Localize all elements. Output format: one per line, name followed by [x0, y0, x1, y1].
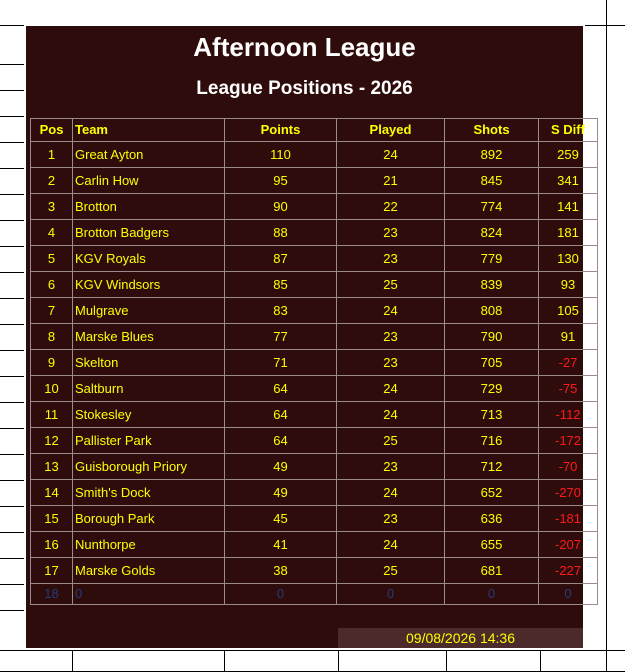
played-cell: 24 — [337, 532, 445, 558]
points-cell: 87 — [225, 246, 337, 272]
pos-cell: 17 — [31, 558, 73, 584]
points-cell: 85 — [225, 272, 337, 298]
sdiff-cell: -270 — [539, 480, 598, 506]
played-cell: 23 — [337, 506, 445, 532]
points-cell: 110 — [225, 142, 337, 168]
header-row — [31, 119, 598, 142]
header-points: Points — [225, 119, 337, 142]
table-row — [31, 220, 598, 246]
table-row — [31, 272, 598, 298]
points-cell: 38 — [225, 558, 337, 584]
team-cell: Mulgrave — [73, 298, 225, 324]
pos-cell: 3 — [31, 194, 73, 220]
team-cell: KGV Royals — [73, 246, 225, 272]
sdiff-cell: -207 — [539, 532, 598, 558]
played-cell: 23 — [337, 350, 445, 376]
table-row — [31, 532, 598, 558]
shots-cell: 729 — [445, 376, 539, 402]
shots-cell: 655 — [445, 532, 539, 558]
pos-cell: 14 — [31, 480, 73, 506]
team-cell: Skelton — [73, 350, 225, 376]
table-row — [31, 480, 598, 506]
team-cell: Pallister Park — [73, 428, 225, 454]
points-cell: 64 — [225, 428, 337, 454]
league-panel — [26, 26, 583, 648]
shots-cell: 779 — [445, 246, 539, 272]
table-row — [31, 324, 598, 350]
sdiff-cell: 259 — [539, 142, 598, 168]
points-cell: 83 — [225, 298, 337, 324]
header-played: Played — [337, 119, 445, 142]
played-cell: 25 — [337, 428, 445, 454]
points-cell: 41 — [225, 532, 337, 558]
team-cell: Smith's Dock — [73, 480, 225, 506]
shots-cell: 790 — [445, 324, 539, 350]
table-row — [31, 558, 598, 584]
points-cell: 49 — [225, 480, 337, 506]
pos-cell: 18 — [31, 584, 73, 605]
team-cell: Marske Golds — [73, 558, 225, 584]
shots-cell: 824 — [445, 220, 539, 246]
shots-cell: 892 — [445, 142, 539, 168]
shots-cell: 845 — [445, 168, 539, 194]
shots-cell: 713 — [445, 402, 539, 428]
sdiff-cell: 141 — [539, 194, 598, 220]
table-row — [31, 454, 598, 480]
pos-cell: 5 — [31, 246, 73, 272]
played-cell: 23 — [337, 220, 445, 246]
points-cell: 90 — [225, 194, 337, 220]
table-row — [31, 350, 598, 376]
pos-cell: 13 — [31, 454, 73, 480]
points-cell: 45 — [225, 506, 337, 532]
sdiff-cell: -172 — [539, 428, 598, 454]
header-pos: Pos — [31, 119, 73, 142]
played-cell: 23 — [337, 454, 445, 480]
played-cell: 21 — [337, 168, 445, 194]
pos-cell: 16 — [31, 532, 73, 558]
played-cell: 24 — [337, 142, 445, 168]
pos-cell: 4 — [31, 220, 73, 246]
pos-cell: 12 — [31, 428, 73, 454]
league-subtitle: League Positions - 2026 — [196, 78, 413, 99]
played-cell: 25 — [337, 558, 445, 584]
played-cell: 22 — [337, 194, 445, 220]
team-cell: Great Ayton — [73, 142, 225, 168]
played-cell: 25 — [337, 272, 445, 298]
header-sdiff: S Diff — [539, 119, 598, 142]
team-cell: Brotton Badgers — [73, 220, 225, 246]
points-cell: 95 — [225, 168, 337, 194]
header-team: Team — [73, 119, 225, 142]
sdiff-cell: 91 — [539, 324, 598, 350]
points-cell: 64 — [225, 402, 337, 428]
pos-cell: 8 — [31, 324, 73, 350]
points-cell: 0 — [225, 584, 337, 605]
team-cell: Brotton — [73, 194, 225, 220]
sdiff-cell: -112 — [539, 402, 598, 428]
pos-cell: 10 — [31, 376, 73, 402]
table-row — [31, 376, 598, 402]
played-cell: 24 — [337, 480, 445, 506]
points-cell: 71 — [225, 350, 337, 376]
standings-table — [30, 118, 598, 605]
sdiff-cell: -181 — [539, 506, 598, 532]
played-cell: 24 — [337, 376, 445, 402]
header-shots: Shots — [445, 119, 539, 142]
points-cell: 64 — [225, 376, 337, 402]
shots-cell: 681 — [445, 558, 539, 584]
table-row — [31, 506, 598, 532]
shots-cell: 774 — [445, 194, 539, 220]
table-row — [31, 428, 598, 454]
team-cell: Carlin How — [73, 168, 225, 194]
table-row — [31, 298, 598, 324]
sdiff-cell: 181 — [539, 220, 598, 246]
shots-cell: 0 — [445, 584, 539, 605]
pos-cell: 9 — [31, 350, 73, 376]
pos-cell: 15 — [31, 506, 73, 532]
table-row — [31, 402, 598, 428]
team-cell: Nunthorpe — [73, 532, 225, 558]
played-cell: 24 — [337, 298, 445, 324]
shots-cell: 716 — [445, 428, 539, 454]
team-cell: Guisborough Priory — [73, 454, 225, 480]
team-cell: 0 — [73, 584, 225, 605]
sdiff-cell: 341 — [539, 168, 598, 194]
shots-cell: 808 — [445, 298, 539, 324]
timestamp: 09/08/2026 14:36 — [338, 628, 583, 648]
table-row — [31, 194, 598, 220]
team-cell: Saltburn — [73, 376, 225, 402]
played-cell: 0 — [337, 584, 445, 605]
team-cell: Borough Park — [73, 506, 225, 532]
sdiff-cell: 130 — [539, 246, 598, 272]
table-row — [31, 246, 598, 272]
sdiff-cell: 105 — [539, 298, 598, 324]
table-row — [31, 168, 598, 194]
shots-cell: 652 — [445, 480, 539, 506]
points-cell: 49 — [225, 454, 337, 480]
shots-cell: 705 — [445, 350, 539, 376]
pos-cell: 1 — [31, 142, 73, 168]
team-cell: Marske Blues — [73, 324, 225, 350]
team-cell: Stokesley — [73, 402, 225, 428]
table-row-empty — [31, 584, 598, 605]
pos-cell: 2 — [31, 168, 73, 194]
team-cell: KGV Windsors — [73, 272, 225, 298]
sdiff-cell: 0 — [539, 584, 598, 605]
sdiff-cell: -27 — [539, 350, 598, 376]
played-cell: 23 — [337, 324, 445, 350]
shots-cell: 839 — [445, 272, 539, 298]
played-cell: 24 — [337, 402, 445, 428]
sdiff-cell: -70 — [539, 454, 598, 480]
sdiff-cell: -75 — [539, 376, 598, 402]
points-cell: 88 — [225, 220, 337, 246]
pos-cell: 11 — [31, 402, 73, 428]
shots-cell: 636 — [445, 506, 539, 532]
sdiff-cell: 93 — [539, 272, 598, 298]
pos-cell: 7 — [31, 298, 73, 324]
league-title: Afternoon League — [193, 32, 416, 62]
points-cell: 77 — [225, 324, 337, 350]
played-cell: 23 — [337, 246, 445, 272]
pos-cell: 6 — [31, 272, 73, 298]
shots-cell: 712 — [445, 454, 539, 480]
sdiff-cell: -227 — [539, 558, 598, 584]
table-row — [31, 142, 598, 168]
